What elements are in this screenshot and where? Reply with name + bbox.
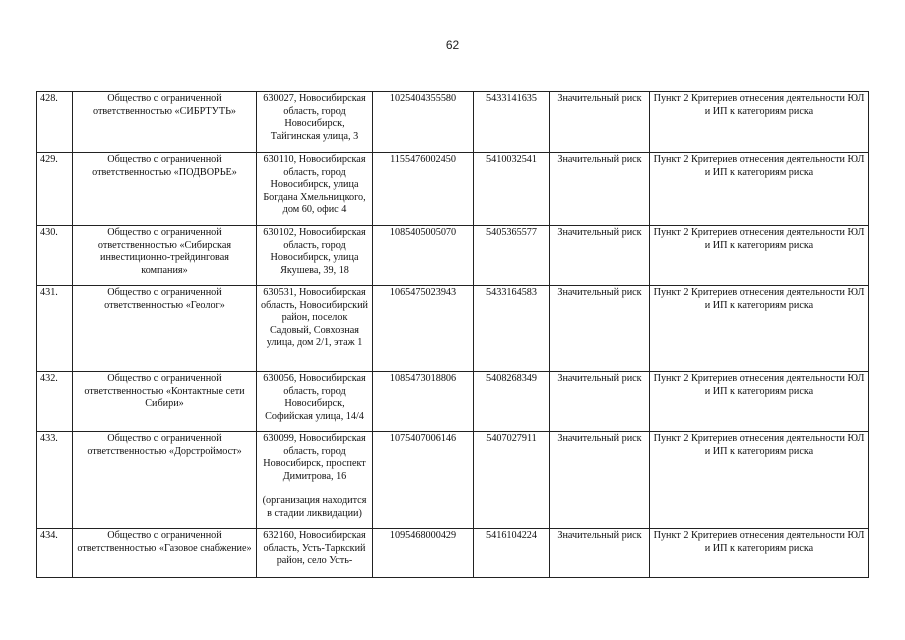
row-number: 433. [37, 432, 73, 529]
risk-category: Значительный риск [550, 153, 650, 226]
address [257, 432, 373, 529]
table-row [37, 226, 869, 286]
table-row [37, 92, 869, 153]
organization-name: Общество с ограниченной ответственностью «Дорстроймост» [73, 432, 257, 529]
criteria: Пункт 2 Критериев отнесения деятельности ЮЛ и ИП к категориям риска [650, 153, 869, 226]
row-number: 429. [37, 153, 73, 226]
organization-name: Общество с ограниченной ответственностью «ПОДВОРЬЕ» [73, 153, 257, 226]
ogrn: 1155476002450 [373, 153, 474, 226]
organization-name: Общество с ограниченной ответственностью «Геолог» [73, 286, 257, 372]
address [257, 286, 373, 372]
inn: 5416104224 [474, 529, 550, 578]
address [257, 226, 373, 286]
risk-category: Значительный риск [550, 92, 650, 153]
row-number: 431. [37, 286, 73, 372]
organization-name: Общество с ограниченной ответственностью «СИБРТУТЬ» [73, 92, 257, 153]
inn: 5433164583 [474, 286, 550, 372]
risk-category: Значительный риск [550, 432, 650, 529]
table-body [37, 92, 869, 578]
inn: 5408268349 [474, 372, 550, 432]
organization-name: Общество с ограниченной ответственностью «Контактные сети Сибири» [73, 372, 257, 432]
row-number: 432. [37, 372, 73, 432]
liquidation-note: (организация находится в стадии ликвидации) [262, 495, 367, 519]
registry-table [36, 91, 869, 578]
organization-name: Общество с ограниченной ответственностью «Газовое снабжение» [73, 529, 257, 578]
criteria: Пункт 2 Критериев отнесения деятельности ЮЛ и ИП к категориям риска [650, 529, 869, 578]
table-row [37, 372, 869, 432]
ogrn: 1075407006146 [373, 432, 474, 529]
address-text: 630110, Новосибирская область, город Новосибирск, улица Богдана Хмельницкого, дом 60, офис 4 [263, 154, 366, 215]
address [257, 92, 373, 153]
ogrn: 1025404355580 [373, 92, 474, 153]
row-number: 434. [37, 529, 73, 578]
inn: 5410032541 [474, 153, 550, 226]
row-number: 430. [37, 226, 73, 286]
inn: 5433141635 [474, 92, 550, 153]
table-row [37, 153, 869, 226]
criteria: Пункт 2 Критериев отнесения деятельности ЮЛ и ИП к категориям риска [650, 286, 869, 372]
ogrn: 1085473018806 [373, 372, 474, 432]
address [257, 153, 373, 226]
table-row [37, 286, 869, 372]
risk-category: Значительный риск [550, 372, 650, 432]
address-text: 630531, Новосибирская область, Новосибирский район, поселок Садовый, Совхозная улица, дом 2/1, этаж 1 [261, 287, 368, 348]
inn: 5405365577 [474, 226, 550, 286]
address-text: 630102, Новосибирская область, город Новосибирск, улица Якушева, 39, 18 [263, 227, 366, 276]
address-text: 630056, Новосибирская область, город Новосибирск, Софийская улица, 14/4 [263, 373, 366, 422]
risk-category: Значительный риск [550, 286, 650, 372]
criteria: Пункт 2 Критериев отнесения деятельности ЮЛ и ИП к категориям риска [650, 372, 869, 432]
ogrn: 1095468000429 [373, 529, 474, 578]
table-row [37, 529, 869, 578]
organization-name: Общество с ограниченной ответственностью «Сибирская инвестиционно-трейдинговая компания» [73, 226, 257, 286]
address [257, 372, 373, 432]
address-text: 632160, Новосибирская область, Усть-Таркский район, село Усть- [263, 530, 366, 566]
criteria: Пункт 2 Критериев отнесения деятельности ЮЛ и ИП к категориям риска [650, 432, 869, 529]
risk-category: Значительный риск [550, 529, 650, 578]
page-number: 62 [445, 38, 460, 52]
address-text: 630099, Новосибирская область, город Новосибирск, проспект Димитрова, 16 [263, 433, 366, 482]
row-number: 428. [37, 92, 73, 153]
ogrn: 1085405005070 [373, 226, 474, 286]
inn: 5407027911 [474, 432, 550, 529]
address-text: 630027, Новосибирская область, город Новосибирск, Тайгинская улица, 3 [263, 93, 366, 142]
table-row [37, 432, 869, 529]
address [257, 529, 373, 578]
criteria: Пункт 2 Критериев отнесения деятельности ЮЛ и ИП к категориям риска [650, 92, 869, 153]
risk-category: Значительный риск [550, 226, 650, 286]
criteria: Пункт 2 Критериев отнесения деятельности ЮЛ и ИП к категориям риска [650, 226, 869, 286]
ogrn: 1065475023943 [373, 286, 474, 372]
